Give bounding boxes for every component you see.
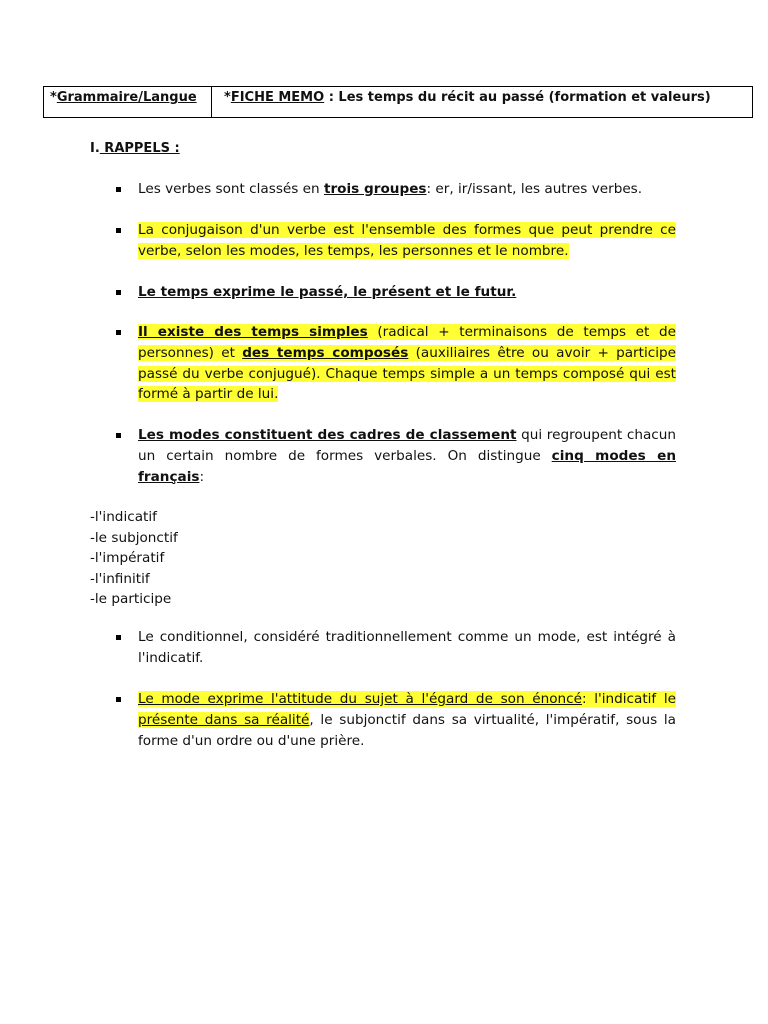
highlighted-text: Le mode exprime l'attitude du sujet à l'égard de son énoncé (138, 691, 582, 707)
section-heading (90, 141, 180, 156)
header-title: : Les temps du récit au passé (formation et valeurs) (324, 90, 711, 105)
bullet-strong: Il existe des temps simples (138, 324, 368, 340)
header-fiche-label: FICHE MEMO (230, 90, 325, 105)
header-left-prefix: * (50, 90, 57, 105)
bullet-strong: trois groupes (323, 181, 427, 197)
bullet-text: Les verbes sont classés en (138, 181, 324, 197)
bullet-text: qui regroupent chacun un certain nombre de formes verbales. On distingue (138, 427, 676, 464)
bullet-conditional (138, 627, 676, 669)
bullet-strong: Les modes constituent des cadres de classement (138, 427, 517, 443)
header-subject-cell (44, 87, 212, 117)
list-item: -le participe (90, 591, 172, 607)
highlighted-text: La conjugaison d'un verbe est l'ensemble des formes que peut prendre ce verbe, selon les modes, les temps, les personnes et le nombre. (138, 222, 676, 259)
bullet-conjugation (138, 220, 676, 262)
section-title: RAPPELS : (99, 141, 180, 156)
bullet-mode-attitude (138, 689, 676, 751)
bullet-text: : (199, 468, 205, 485)
bullet-strong: des temps composés (242, 344, 409, 361)
bullet-text: , le subjonctif dans sa virtualité, l'impératif, sous la forme d'un ordre ou d'une prière. (138, 711, 676, 749)
bullet-text: : er, ir/issant, les autres verbes. (426, 181, 643, 197)
section-number: I. (90, 141, 100, 156)
bullet-verb-groups (138, 179, 676, 200)
highlighted-text: : l'indicatif le (581, 691, 676, 707)
highlighted-text: présente dans sa réalité (138, 711, 310, 728)
header-title-cell (212, 87, 752, 117)
highlighted-block (138, 324, 676, 402)
bullet-text: (auxiliaires être ou avoir + participe passé du verbe conjugué). Chaque temps simple a un temps composé qui est formé à partir de lui. (138, 344, 676, 403)
bullet-text: Le conditionnel, considéré traditionnellement comme un mode, est intégré à l'indicatif. (138, 629, 676, 666)
bullet-strong: Le temps exprime le passé, le présent et le futur. (138, 284, 517, 300)
list-item: -l'indicatif (90, 509, 157, 525)
header-right-prefix: * (224, 90, 231, 105)
bullet-text: (radical + terminaisons de temps et de personnes) et (138, 324, 676, 361)
bullet-strong: cinq modes en français (138, 447, 676, 485)
list-item: -l'impératif (90, 550, 165, 566)
bullet-tense (138, 282, 676, 303)
modes-list (90, 507, 178, 610)
bullet-simple-compound (138, 322, 676, 405)
bullet-modes (138, 425, 676, 487)
header-table (43, 86, 753, 118)
list-item: -l'infinitif (90, 570, 150, 587)
header-subject-label: Grammaire/Langue (56, 90, 197, 105)
list-item: -le subjonctif (90, 529, 178, 546)
